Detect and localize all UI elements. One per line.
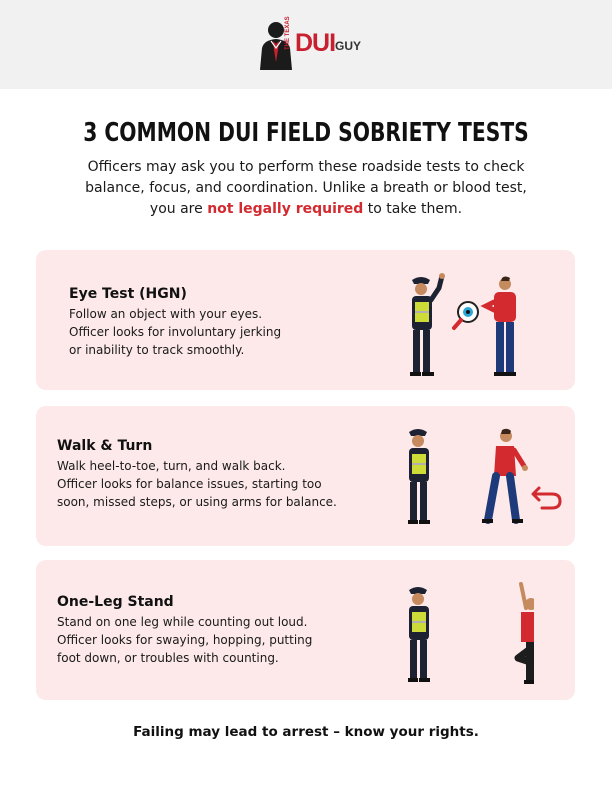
intro-line-3 [60,199,552,220]
header-band [0,0,612,89]
intro-line-1: Officers may ask you to perform these roadside tests to check [87,159,525,175]
test-title: One-Leg Stand [57,594,174,610]
test-description [57,613,312,667]
test-description [57,457,337,511]
walk-turn-illustration [404,426,564,526]
logo-dui: DUI [295,29,336,57]
intro-line-3-suffix: to take them. [363,201,463,217]
test-title: Walk & Turn [57,438,153,454]
logo-guy: GUY [335,39,362,53]
test-card-eye [36,250,575,390]
one-leg-illustration [404,582,534,686]
walking-person-icon [482,429,528,523]
intro-highlight: not legally required [207,201,364,217]
logo-the: THE TEXAS [285,16,291,50]
logo [256,16,366,72]
intro-text [60,157,552,220]
test-line: foot down, or troubles with counting. [57,651,279,665]
civilian-icon [486,277,516,377]
test-line: Officer looks for swaying, hopping, putting [57,633,313,647]
eye-test-illustration [404,272,524,380]
test-line: Stand on one leg while counting out loud. [57,615,308,629]
test-line: Walk heel-to-toe, turn, and walk back. [57,459,286,473]
test-line: or inability to track smoothly. [69,343,245,357]
test-line: Officer looks for balance issues, starting too [57,477,322,491]
officer-icon [408,429,430,524]
test-line: soon, missed steps, or using arms for balance. [57,495,337,509]
eye-icon [454,302,478,328]
intro-line-2: balance, focus, and coordination. Unlike a breath or blood test, [85,180,527,196]
officer-icon [410,273,445,376]
intro-line-3-prefix: you are [149,201,208,217]
test-line: Follow an object with your eyes. [69,307,263,321]
page-title: 3 COMMON DUI FIELD SOBRIETY TESTS [83,118,529,148]
footer-note: Failing may lead to arrest – know your rights. [133,724,479,740]
test-card-walk-turn [36,406,575,546]
officer-icon [408,587,430,682]
test-title: Eye Test (HGN) [69,286,187,302]
u-turn-arrow-icon [533,488,560,508]
test-line: Officer looks for involuntary jerking [69,325,282,339]
test-card-one-leg [36,560,575,700]
test-description [69,305,281,359]
one-leg-person-icon [518,584,534,684]
